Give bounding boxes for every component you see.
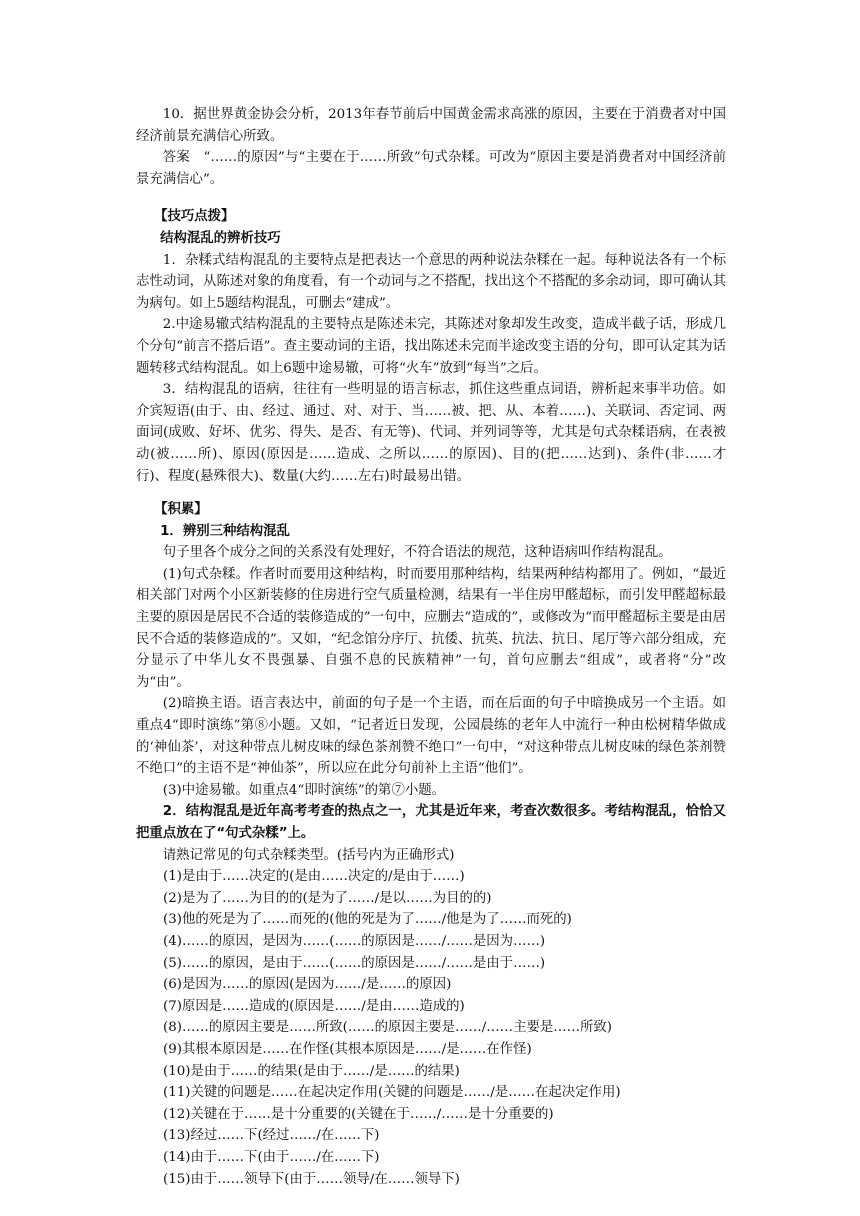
list-item: (10)是由于……的结果(是由于……/是……的结果) xyxy=(163,1063,460,1079)
section-1-intro: 句子里各个成分之间的关系没有处理好，不符合语法的规范，这种语病叫作结构混乱。 xyxy=(162,545,672,561)
list-item: (13)经过……下(经过……/在……下) xyxy=(163,1128,380,1144)
list-item: (12)关键在于……是十分重要的(关键在于……/……是十分重要的) xyxy=(163,1106,554,1122)
section-1-paragraph-3: (3)中途易辙。如重点4“即时演练”的第⑦小题。 xyxy=(162,782,446,798)
list-item: (3)他的死是为了……而死的(他的死是为了……/他是为了……而死的) xyxy=(163,912,572,928)
tips-title: 结构混乱的辨析技巧 xyxy=(160,230,281,246)
section-1-paragraph-2: (2)暗换主语。语言表达中，前面的句子是一个主语，而在后面的句子中暗换成另一个主语。如重点4“即时演练”第⑧小题。又如，“记者近日发现，公园晨练的老年人中流行一种由松树精华做成的‘神仙茶’，对这种带点儿树皮味的绿色茶剂赞不绝口”一句中，“对这种带点儿树皮味的绿色茶剂赞不绝口”的主语不是“神仙茶”，所以应在此分句前补上主语“他们”。 xyxy=(136,696,726,777)
answer-10: 答案 “……的原因”与“主要在于……所致”句式杂糅。可改为“原因主要是消费者对中国经济前景充满信心”。 xyxy=(136,150,726,187)
list-item: (5)……的原因，是由于……(……的原因是……/……是由于……) xyxy=(163,955,546,971)
tips-paragraph-3: 3．结构混乱的语病，往往有一些明显的语言标志，抓住这些重点词语，辨析起来事半功倍。如介宾短语(由于、由、经过、通过、对、对于、当……被、把、从、本着……)、关联词、否定词、两面词(成败、好坏、优劣、得失、是否、有无等)、代词、并列词等等，尤其是句式杂糅语病，在表被动(被……所)、原因(原因是……造成、之所以……的原因)、目的(把……达到)、条件(非……才行)、程度(悬殊很大)、数量(大约……左右)时最易出错。 xyxy=(136,382,726,484)
question-10: 10．据世界黄金协会分析，2013年春节前后中国黄金需求高涨的原因，主要在于消费者对中国经济前景充满信心所致。 xyxy=(136,107,726,144)
section-2-title: 2．结构混乱是近年高考考查的热点之一，尤其是近年来，考查次数很多。考结构混乱，恰恰又把重点放在了“句式杂糅”上。 xyxy=(136,804,726,841)
section-1-paragraph-1: (1)句式杂糅。作者时而要用这种结构，时而要用那种结构，结果两种结构都用了。例如，“最近相关部门对两个小区新装修的住房进行空气质量检测，结果有一半住房甲醛超标，而引发甲醛超标最主要的原因是居民不合适的装修造成的”一句中，应删去“造成的”，或修改为“而甲醛超标主要是由居民不合适的装修造成的”。又如，“纪念馆分序厅、抗倭、抗英、抗法、抗日、尾厅等六部分组成，充分显示了中华儿女不畏强暴、自强不息的民族精神”一句，首句应删去“组成”，或者将“分”改为“由”。 xyxy=(136,566,726,690)
list-item: (11)关键的问题是……在起决定作用(关键的问题是……/是……在起决定作用) xyxy=(163,1085,621,1101)
tips-heading: 【技巧点拨】 xyxy=(154,209,235,225)
list-item: (6)是因为……的原因(是因为……/是……的原因) xyxy=(163,977,452,993)
accumulation-heading: 【积累】 xyxy=(154,502,208,518)
list-item: (14)由于……下(由于……/在……下) xyxy=(163,1149,380,1165)
list-item: (7)原因是……造成的(原因是……/是由……造成的) xyxy=(163,998,465,1014)
pattern-list xyxy=(136,866,726,1190)
list-item: (1)是由于……决定的(是由……决定的/是由于……) xyxy=(163,869,465,885)
list-item: (15)由于……领导下(由于……领导/在……领导下) xyxy=(163,1171,460,1187)
list-item: (4)……的原因，是因为……(……的原因是……/……是因为……) xyxy=(163,933,546,949)
list-item: (9)其根本原因是……在作怪(其根本原因是……/是……在作怪) xyxy=(163,1041,532,1057)
list-item: (8)……的原因主要是……所致(……的原因主要是……/……主要是……所致) xyxy=(163,1020,613,1036)
tips-paragraph-2: 2.中途易辙式结构混乱的主要特点是陈述未完，其陈述对象却发生改变，造成半截子话，形成几个分句“前言不搭后语”。查主要动词的主语，找出陈述未完而半途改变主语的分句，即可认定其为话题转移式结构混乱。如上6题中途易辙，可将“火车”放到“每当”之后。 xyxy=(136,317,726,376)
list-item: (2)是为了……为目的的(是为了……/是以……为目的的) xyxy=(163,890,492,906)
section-1-title: 1．辨别三种结构混乱 xyxy=(160,523,290,539)
tips-paragraph-1: 1．杂糅式结构混乱的主要特点是把表达一个意思的两种说法杂糅在一起。每种说法各有一个标志性动词，从陈述对象的角度看，有一个动词与之不搭配，找出这个不搭配的多余动词，即可确认其为病句。如上5题结构混乱，可删去“建成”。 xyxy=(136,252,726,311)
section-2-intro: 请熟记常见的句式杂糅类型。(括号内为正确形式) xyxy=(162,847,455,863)
document-body xyxy=(136,104,726,1190)
